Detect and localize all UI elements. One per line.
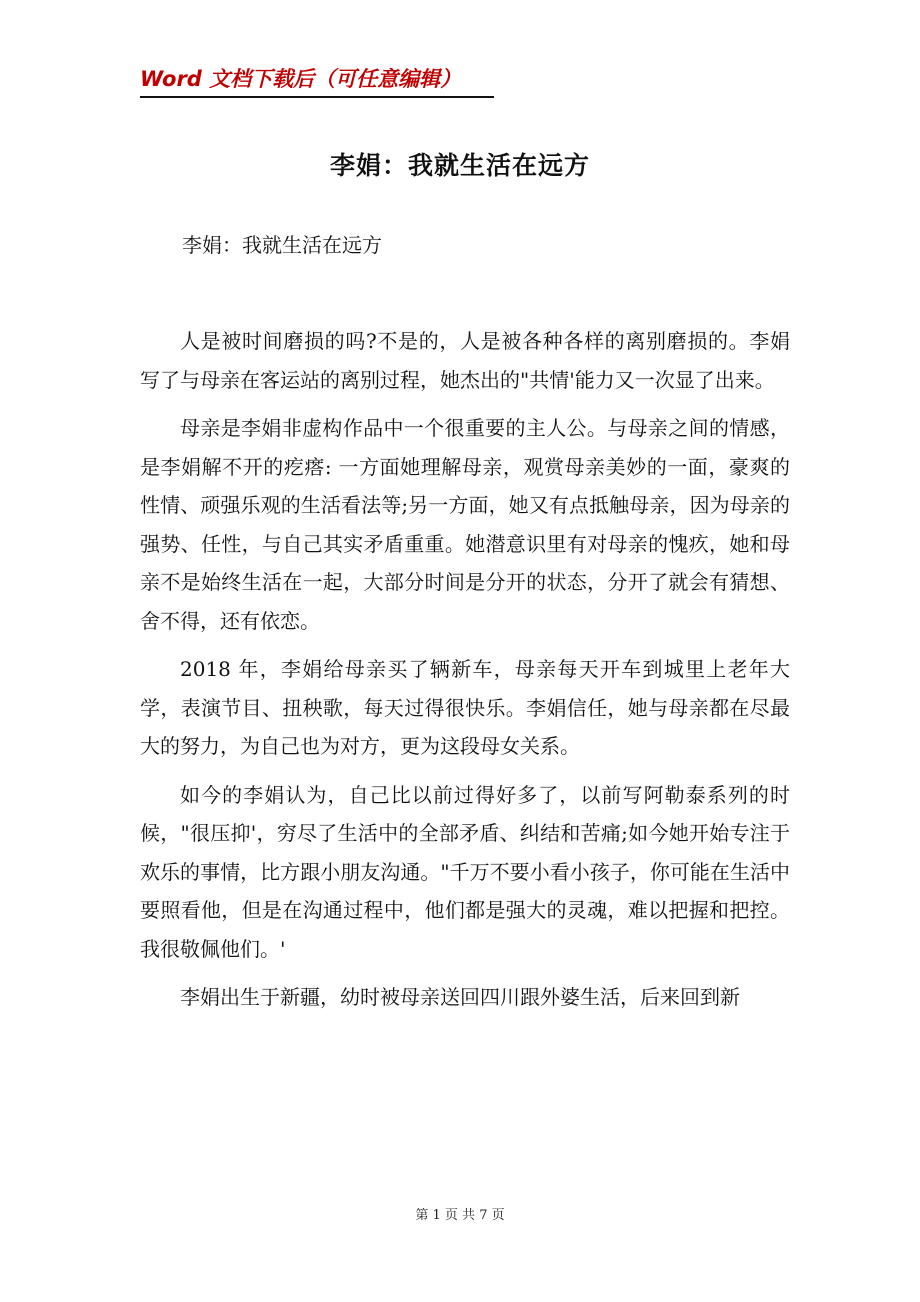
header-banner-text: Word 文档下载后（可任意编辑） [140, 67, 462, 91]
body-paragraph-5: 李娟出生于新疆，幼时被母亲送回四川跟外婆生活，后来回到新 [180, 985, 740, 1009]
body-paragraph-1: 人是被时间磨损的吗?不是的，人是被各种各样的离别磨损的。李娟写了与母亲在客运站的离别过程，她杰出的"共情'能力又一次显了出来。 [140, 329, 790, 392]
body-paragraph-4: 如今的李娟认为，自己比以前过得好多了，以前写阿勒泰系列的时候，"很压抑'，穷尽了生活中的全部矛盾、纠结和苦痛;如今她开始专注于欢乐的事情，比方跟小朋友沟通。"千万不要小看小孩子，你可能在生活中要照看他，但是在沟通过程中，他们都是强大的灵魂，难以把握和把控。我很敬佩他们。' [140, 782, 790, 961]
document-subtitle: 李娟：我就生活在远方 [182, 233, 382, 257]
header-banner [140, 64, 494, 98]
body-paragraph-3: 2018 年，李娟给母亲买了辆新车，母亲每天开车到城里上老年大学，表演节目、扭秧歌，每天过得很快乐。李娟信任，她与母亲都在尽最大的努力，为自己也为对方，更为这段母女关系。 [140, 657, 790, 758]
document-title: 李娟：我就生活在远方 [329, 151, 590, 180]
document-body [140, 322, 790, 1027]
page-number-footer: 第 1 页 共 7 页 [415, 1208, 505, 1223]
body-paragraph-2: 母亲是李娟非虚构作品中一个很重要的主人公。与母亲之间的情感，是李娟解不开的疙瘩: 一方面她理解母亲，观赏母亲美妙的一面，豪爽的性情、顽强乐观的生活看法等;另一方面，她又有点抵触母亲，因为母亲的强势、任性，与自己其实矛盾重重。她潜意识里有对母亲的愧疚，她和母亲不是始终生活在一起，大部分时间是分开的状态，分开了就会有猜想、舍不得，还有依恋。 [140, 416, 790, 633]
